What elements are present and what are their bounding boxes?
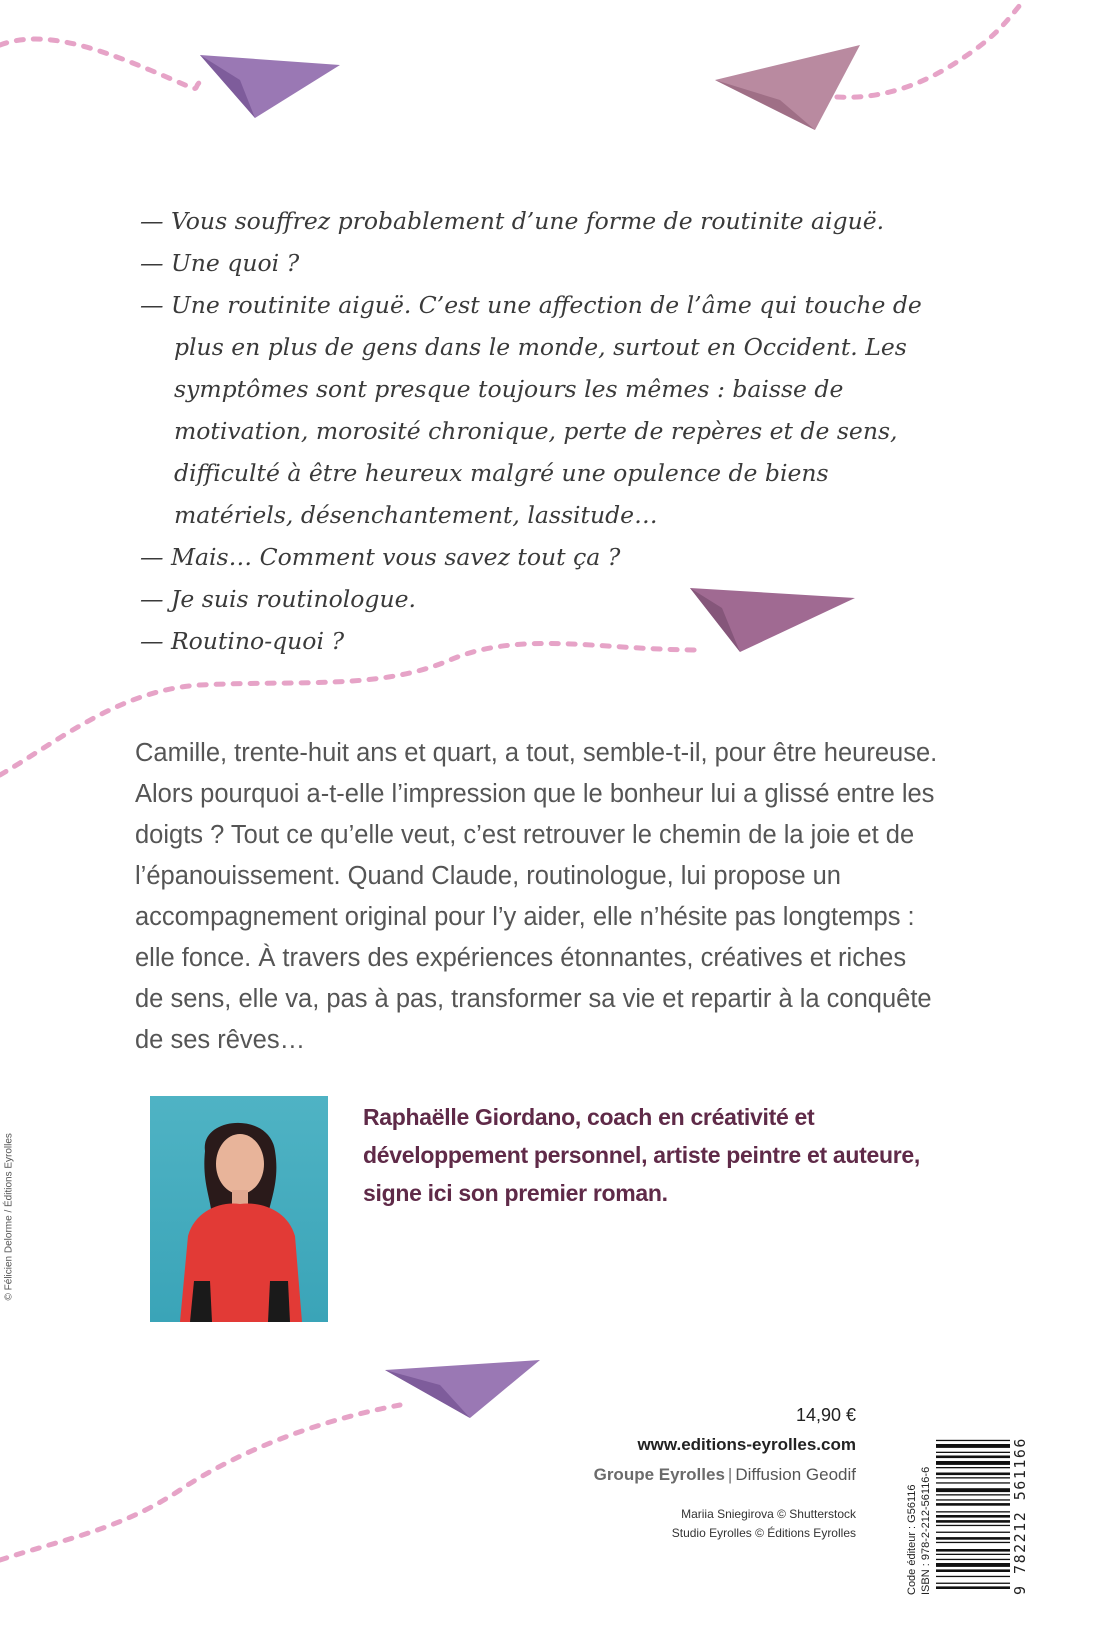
barcode-bar — [936, 1559, 1010, 1560]
barcode-bar — [936, 1537, 1010, 1540]
barcode-bar — [936, 1456, 1010, 1459]
author-photo — [150, 1096, 328, 1322]
barcode-bar — [936, 1586, 1010, 1589]
publisher-separator: | — [727, 1465, 733, 1484]
barcode-bar — [936, 1511, 1010, 1512]
barcode-bar — [936, 1515, 1010, 1518]
dialogue-line: — Mais… Comment vous savez tout ça ? — [140, 543, 621, 571]
publisher-code: Code éditeur : G56116 — [906, 1484, 918, 1595]
publisher-website-link[interactable]: www.editions-eyrolles.com — [637, 1435, 856, 1454]
barcode-bar — [936, 1525, 1010, 1526]
barcode-digits: 9 782212 561166 — [1011, 1437, 1029, 1595]
barcode-bar — [936, 1467, 1010, 1468]
barcode-bar — [936, 1576, 1010, 1577]
distributor-name: Diffusion Geodif — [735, 1465, 856, 1484]
dotted-trail-bottom — [0, 1405, 400, 1560]
publisher-line — [560, 1465, 856, 1485]
barcode-bar — [936, 1563, 1010, 1567]
barcode-bar — [936, 1569, 1010, 1572]
paper-plane-icon-top-left — [200, 55, 340, 118]
dialogue-line: — Routino-quoi ? — [140, 627, 345, 655]
barcode-bar — [936, 1542, 1010, 1543]
barcode-icon — [936, 1385, 1010, 1595]
barcode-bar — [936, 1583, 1010, 1584]
barcode-bar — [936, 1494, 1010, 1495]
credit-line: Studio Eyrolles © Éditions Eyrolles — [671, 1526, 856, 1540]
barcode-bar — [936, 1499, 1010, 1500]
barcode-bar — [936, 1452, 1010, 1453]
paper-plane-icon-bottom — [385, 1360, 540, 1418]
barcode-bar — [936, 1473, 1010, 1476]
barcode-bar — [936, 1554, 1010, 1555]
barcode-bar — [936, 1549, 1010, 1552]
paper-plane-icon-top-right — [715, 45, 860, 130]
barcode-bar — [936, 1461, 1010, 1465]
dialogue-line: — Vous souffrez probablement d’une forme de routinite aiguë. — [140, 207, 885, 235]
author-bio: Raphaëlle Giordano, coach en créativité et développement personnel, artiste peintre et auteure, signe ici son premier roman. — [363, 1104, 920, 1206]
dialogue-line: — Je suis routinologue. — [140, 585, 416, 613]
credit-line: Mariia Sniegirova © Shutterstock — [681, 1507, 856, 1521]
dotted-trail-top-left — [0, 39, 200, 89]
barcode-bar — [936, 1482, 1010, 1483]
image-credits — [560, 1505, 856, 1543]
barcode-bar — [936, 1503, 1010, 1506]
publisher-name: Groupe Eyrolles — [593, 1465, 725, 1484]
author-portrait-icon — [150, 1096, 328, 1322]
barcode-bar — [936, 1477, 1010, 1478]
barcode-codes — [905, 1385, 933, 1595]
barcode-bar — [936, 1532, 1010, 1533]
book-summary: Camille, trente-huit ans et quart, a tout, semble-t-il, pour être heureuse. Alors pourquoi a-t-elle l’impression que le bonheur lui a glissé entre les doigts ? Tout ce qu’elle veut, c’est retrouver le chemin de la joie et de l’épanouissement. Quand Claude, routinologue, lui propose un accompagnement original pour l’y aider, elle n’hésite pas longtemps : elle fonce. À travers des expériences étonnantes, créatives et riches de sens, elle va, pas à pas, transformer sa vie et repartir à la conquête de ses rêves… — [135, 739, 938, 1054]
isbn-text: ISBN : 978-2-212-56116-6 — [920, 1466, 932, 1595]
photo-credit: © Félicien Delorme / Éditions Eyrolles — [3, 1133, 15, 1301]
barcode-bar — [936, 1520, 1010, 1523]
barcode-block — [905, 1385, 1041, 1595]
dialogue-line: — Une routinite aiguë. C’est une affection de l’âme qui touche de plus en plus de gens dans le monde, surtout en Occident. Les symptômes sont presque toujours les mêmes : baisse de motivation, morosité chronique, perte de repères et de sens, difficulté à être heureux malgré une opulence de biens matériels, désenchantement, lassitude… — [140, 291, 922, 529]
price: 14,90 € — [795, 1405, 856, 1425]
barcode-bar — [936, 1440, 1010, 1441]
barcode-bar — [936, 1444, 1010, 1448]
dialogue-line: — Une quoi ? — [140, 249, 300, 277]
barcode-bar — [936, 1488, 1010, 1492]
dialogue-excerpt — [140, 200, 930, 662]
